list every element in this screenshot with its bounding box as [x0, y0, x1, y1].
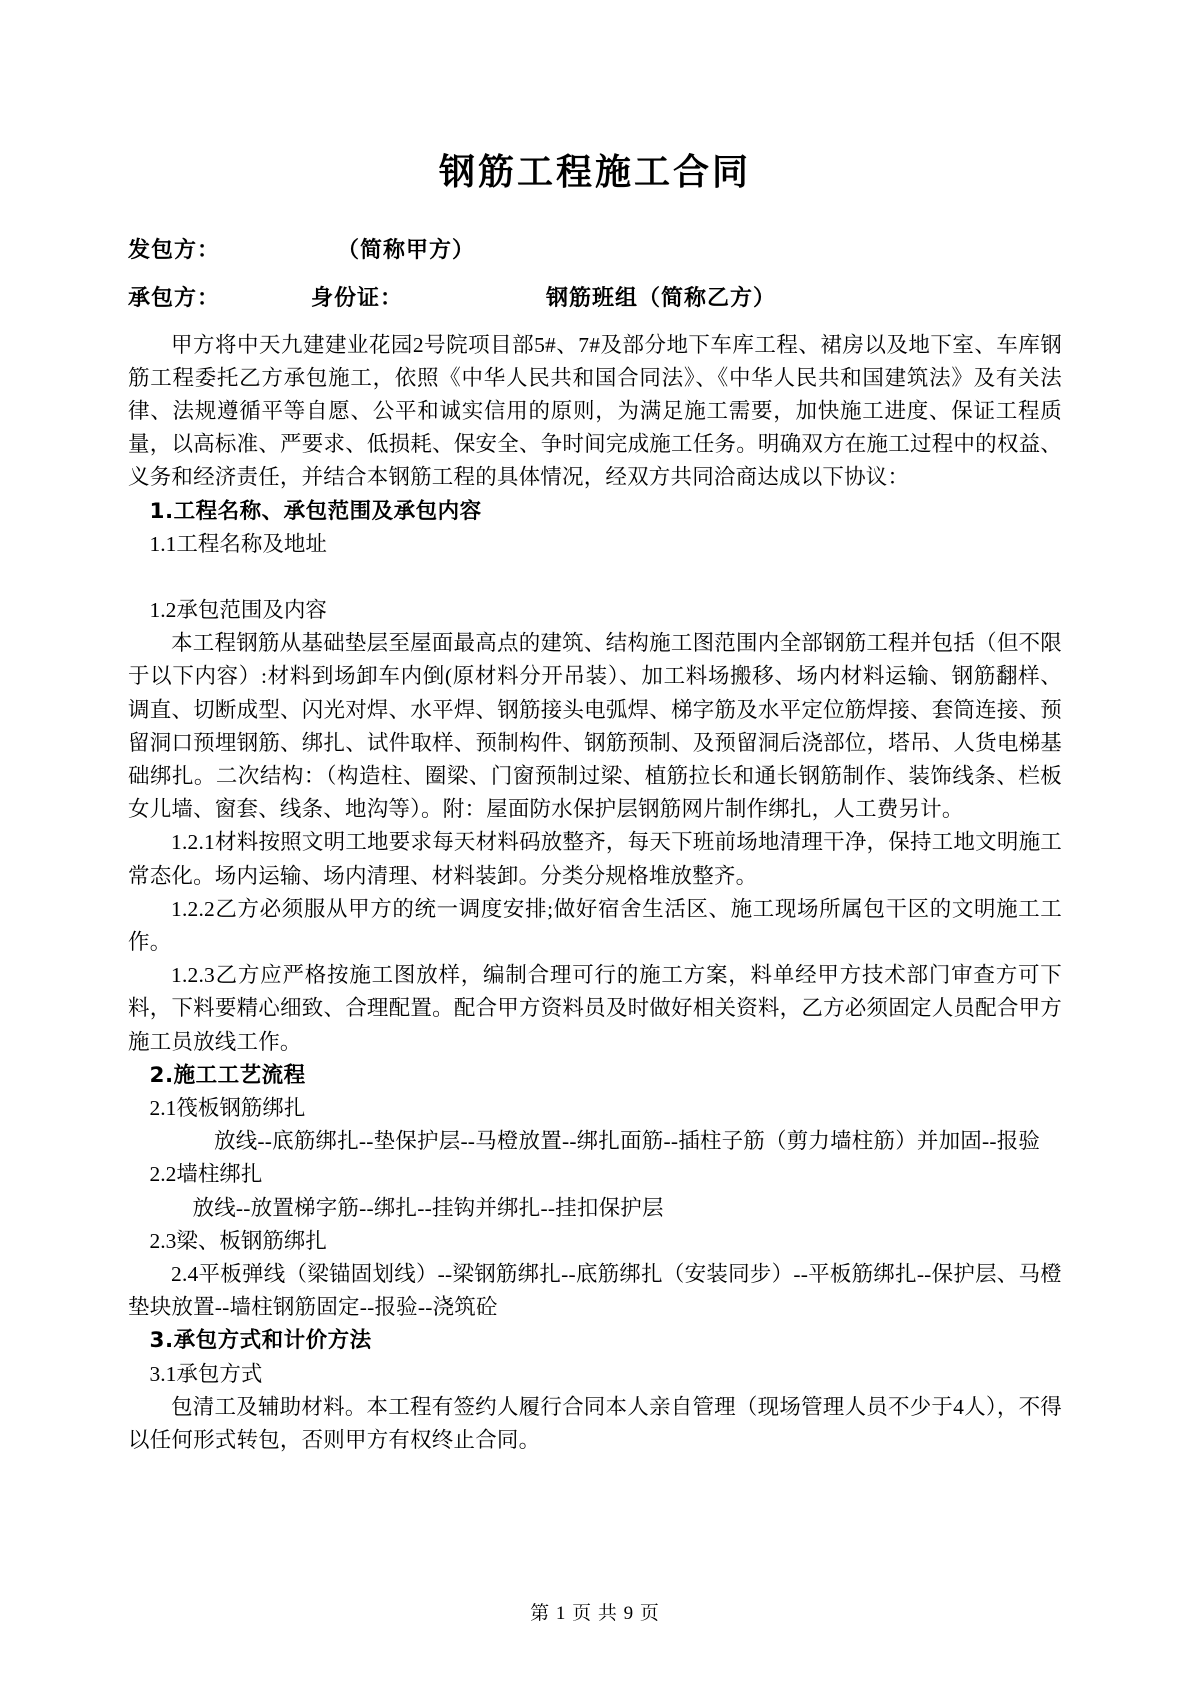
- party-line-employer: 发包方： （简称甲方）: [128, 237, 476, 262]
- clause-2-2-flow: 放线--放置梯字筋--绑扎--挂钩并绑扎--挂扣保护层: [192, 1195, 664, 1220]
- clause-1-2-1: 1.2.1材料按照文明工地要求每天材料码放整齐，每天下班前场地清理干净，保持工地文明施工常态化。场内运输、场内清理、材料装卸。分类分规格堆放整齐。: [128, 830, 1062, 888]
- clause-2-2: 2.2墙柱绑扎: [149, 1162, 263, 1187]
- clause-3-1: 3.1承包方式: [149, 1361, 263, 1386]
- clause-1-2-body: 本工程钢筋从基础垫层至屋面最高点的建筑、结构施工图范围内全部钢筋工程并包括（但不限于以下内容）:材料到场卸车内倒(原材料分开吊装）、加工料场搬移、场内材料运输、钢筋翻样、调直、切断成型、闪光对焊、水平焊、钢筋接头电弧焊、梯字筋及水平定位筋焊接、套筒连接、预留洞口预埋钢筋、绑扎、试件取样、预制构件、钢筋预制、及预留洞后浇部位，塔吊、人货电梯基础绑扎。二次结构：（构造柱、圈梁、门窗预制过梁、植筋拉长和通长钢筋制作、装饰线条、栏板女儿墙、窗套、线条、地沟等）。附：屋面防水保护层钢筋网片制作绑扎，人工费另计。: [128, 631, 1062, 822]
- clause-2-4: 2.4平板弹线（梁锚固划线）--梁钢筋绑扎--底筋绑扎（安装同步）--平板筋绑扎--保护层、马橙垫块放置--墙柱钢筋固定--报验--浇筑砼: [128, 1262, 1062, 1320]
- document-body: [128, 329, 1062, 1458]
- clause-1-2-3: 1.2.3乙方应严格按施工图放样，编制合理可行的施工方案，料单经甲方技术部门审查方可下料，下料要精心细致、合理配置。配合甲方资料员及时做好相关资料，乙方必须固定人员配合甲方施工员放线工作。: [128, 963, 1062, 1054]
- party-line-contractor: 承包方： 身份证： 钢筋班组（简称乙方）: [128, 284, 777, 310]
- clause-2-1: 2.1筏板钢筋绑扎: [149, 1096, 306, 1121]
- section-heading-3: 3.承包方式和计价方法: [149, 1328, 372, 1354]
- clause-1-2-2: 1.2.2乙方必须服从甲方的统一调度安排;做好宿舍生活区、施工现场所属包干区的文明施工工作。: [128, 896, 1062, 955]
- clause-2-3: 2.3梁、板钢筋绑扎: [149, 1228, 327, 1253]
- clause-2-1-flow: 放线--底筋绑扎--垫保护层--马橙放置--绑扎面筋--插柱子筋（剪力墙柱筋）并加固--报验: [214, 1129, 1041, 1154]
- page-title: 钢筋工程施工合同: [438, 152, 751, 193]
- section-heading-1: 1.工程名称、承包范围及承包内容: [149, 498, 482, 524]
- clause-3-1-body: 包清工及辅助材料。本工程有签约人履行合同本人亲自管理（现场管理人员不少于4人），不得以任何形式转包，否则甲方有权终止合同。: [128, 1394, 1062, 1453]
- spacer-line: [128, 561, 1062, 594]
- section-heading-2: 2.施工工艺流程: [149, 1062, 306, 1088]
- page-footer: 第 1 页 共 9 页: [530, 1603, 660, 1624]
- clause-1-2: 1.2承包范围及内容: [149, 598, 327, 623]
- clause-1-1: 1.1工程名称及地址: [149, 531, 327, 556]
- preamble-paragraph: 甲方将中天九建建业花园2号院项目部5#、7#及部分地下车库工程、裙房以及地下室、车库钢筋工程委托乙方承包施工，依照《中华人民共和国合同法》、《中华人民共和国建筑法》及有关法律、法规遵循平等自愿、公平和诚实信用的原则，为满足施工需要，加快施工进度、保证工程质量，以高标准、严要求、低损耗、保安全、争时间完成施工任务。明确双方在施工过程中的权益、义务和经济责任，并结合本钢筋工程的具体情况，经双方共同洽商达成以下协议：: [128, 332, 1062, 490]
